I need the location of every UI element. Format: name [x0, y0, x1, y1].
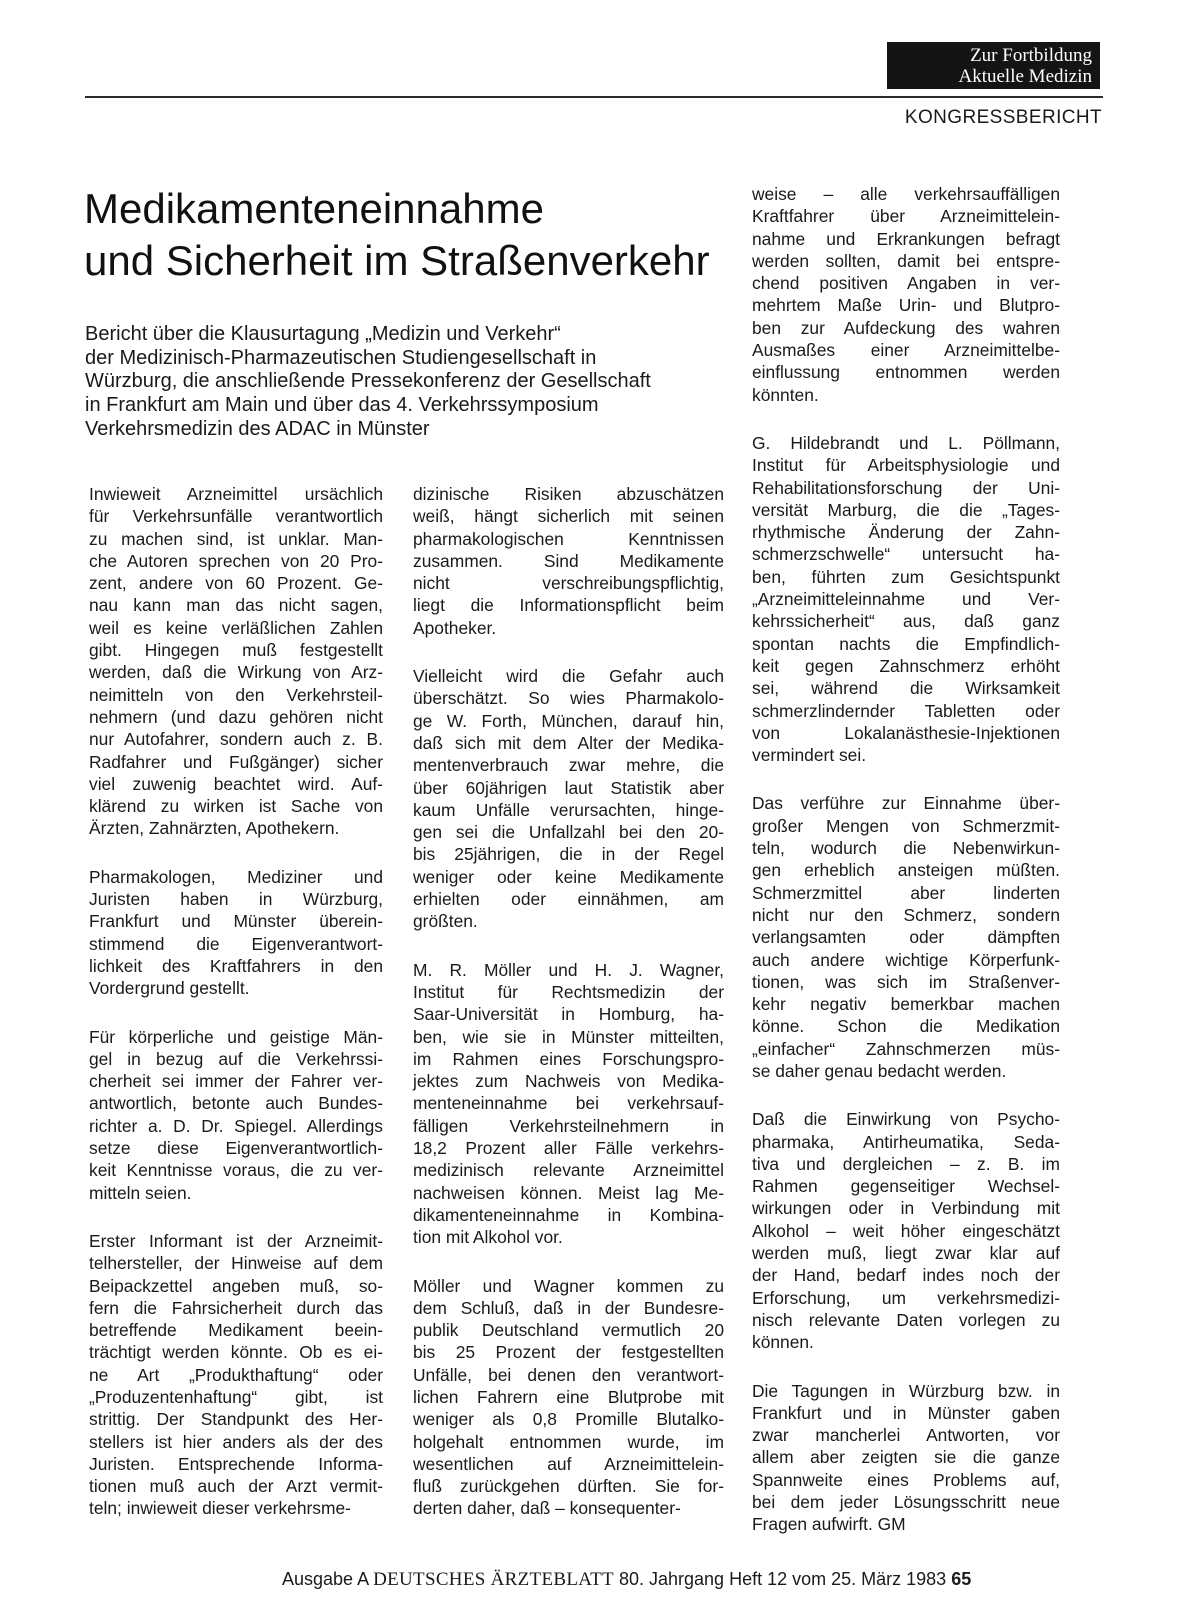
text-line: Ärzten, Zahnärzten, Apothekern.	[89, 818, 340, 839]
text-line: zent, andere von 60 Prozent. Ge-	[89, 573, 383, 594]
text-column-left	[89, 483, 383, 1546]
text-line: trächtigt werden könnte. Ob es ei-	[89, 1342, 383, 1363]
text-line: „einfacher“ Zahnschmerzen müs-	[752, 1038, 1060, 1059]
text-line: bei dem jeder Lösungsschritt neue	[752, 1492, 1060, 1513]
text-line: gel in bezug auf die Verkehrssi-	[89, 1048, 383, 1069]
text-line: Juristen haben in Würzburg,	[89, 889, 383, 910]
text-line: können.	[752, 1332, 814, 1353]
text-line: einflussung entnommen werden	[752, 362, 1060, 383]
text-line: pharmakologischen Kenntnissen	[413, 528, 724, 549]
article-paragraph	[89, 866, 383, 1000]
text-line: größten.	[413, 911, 478, 932]
text-line: mitteln seien.	[89, 1182, 192, 1203]
lede-line: Würzburg, die anschließende Pressekonferenz der Gesellschaft	[85, 370, 651, 393]
section-badge	[887, 42, 1100, 89]
text-line: Vordergrund gestellt.	[89, 978, 250, 999]
text-line: gibt. Hingegen muß festgestellt	[89, 640, 383, 661]
article-paragraph	[89, 1230, 383, 1520]
text-line: rhythmische Änderung der Zahn-	[752, 522, 1060, 543]
page-footer	[282, 1568, 971, 1591]
text-line: cherheit sei immer der Fahrer ver-	[89, 1071, 383, 1092]
article-paragraph	[752, 1380, 1060, 1536]
title-line: Medikamenteneinnahme	[84, 185, 544, 232]
text-line: viel zuwenig beachtet wird. Auf-	[89, 773, 383, 794]
text-line: Institut für Rechtsmedizin der	[413, 981, 724, 1002]
text-line: klärend zu wirken ist Sache von	[89, 796, 383, 817]
text-line: teln; inwieweit dieser verkehrsme-	[89, 1498, 351, 1519]
text-line: keit gegen Zahnschmerz erhöht	[752, 655, 1060, 676]
text-line: jektes zum Nachweis von Medika-	[413, 1071, 724, 1092]
text-line: fälligen Verkehrsteilnehmern in	[413, 1115, 724, 1136]
text-line: gen sei die Unfallzahl bei den 20-	[413, 822, 724, 843]
text-line: Pharmakologen, Mediziner und	[89, 866, 383, 887]
text-line: neimitteln von den Verkehrsteil-	[89, 684, 383, 705]
text-line: Möller und Wagner kommen zu	[413, 1275, 724, 1296]
article-paragraph	[413, 483, 724, 639]
lede-line: der Medizinisch-Pharmazeutischen Studiengesellschaft in	[85, 346, 597, 369]
text-line: tionen muß auch der Arzt vermit-	[89, 1476, 383, 1497]
article-paragraph	[413, 1275, 724, 1520]
text-line: ben, wie sie in Münster mitteilten,	[413, 1026, 724, 1047]
article-paragraph	[752, 1108, 1060, 1353]
text-line: Daß die Einwirkung von Psycho-	[752, 1109, 1060, 1130]
text-line: allem aber zeigten sie die ganze	[752, 1447, 1060, 1468]
text-line: weise – alle verkehrsauffälligen	[752, 184, 1060, 204]
text-line: ne Art „Produkthaftung“ oder	[89, 1364, 383, 1385]
text-line: Schmerzmittel aber linderten	[752, 882, 1060, 903]
text-line: che Autoren sprechen von 20 Pro-	[89, 550, 383, 571]
text-line: könnten.	[752, 384, 819, 405]
text-line: nicht verschreibungspflichtig,	[413, 573, 724, 594]
text-line: schmerzlindernder Tabletten oder	[752, 700, 1060, 721]
text-line: kehrssicherheit“ aus, daß ganz	[752, 611, 1060, 632]
text-line: spontan nachts die Empfindlich-	[752, 633, 1060, 654]
text-line: Institut für Arbeitsphysiologie und	[752, 455, 1060, 476]
text-line: weniger als 0,8 Promille Blutalko-	[413, 1409, 724, 1430]
text-line: kehr negativ bemerkbar machen	[752, 994, 1060, 1015]
text-line: tion mit Alkohol vor.	[413, 1227, 563, 1248]
text-line: lichkeit des Kraftfahrers in den	[89, 955, 383, 976]
text-line: antwortlich, betonte auch Bundes-	[89, 1093, 383, 1114]
text-line: „Produzentenhaftung“ gibt, ist	[89, 1386, 383, 1407]
text-line: Juristen. Entsprechende Informa-	[89, 1453, 383, 1474]
text-line: nehmern (und dazu gehören nicht	[89, 706, 383, 727]
text-line: Inwieweit Arzneimittel ursächlich	[89, 484, 383, 504]
text-line: fern die Fahrsicherheit durch das	[89, 1297, 383, 1318]
lede-line: Bericht über die Klausurtagung „Medizin und Verkehr“	[85, 323, 561, 345]
text-line: dem Schluß, daß in der Bundesre-	[413, 1297, 724, 1318]
text-line: strittig. Der Standpunkt des Her-	[89, 1409, 383, 1430]
text-line: nau kann man das nicht sagen,	[89, 595, 383, 616]
text-line: Kraftfahrer über Arzneimittelein-	[752, 206, 1060, 227]
footer-publication: DEUTSCHES ÄRZTEBLATT	[373, 1569, 614, 1590]
article-paragraph	[752, 432, 1060, 766]
text-line: dizinische Risiken abzuschätzen	[413, 484, 724, 504]
text-line: sei, während die Wirksamkeit	[752, 678, 1060, 699]
text-line: bis 25jährigen, die in der Regel	[413, 844, 724, 865]
lede-line: in Frankfurt am Main und über das 4. Verkehrssymposium	[85, 394, 599, 417]
lede-line: Verkehrsmedizin des ADAC in Münster	[85, 417, 430, 440]
header-rule	[85, 96, 1103, 98]
badge-line-2: Aktuelle Medizin	[958, 66, 1092, 87]
text-line: menteneinnahme bei verkehrsauf-	[413, 1093, 724, 1114]
text-line: Für körperliche und geistige Män-	[89, 1026, 383, 1047]
text-line: holgehalt entnommen wurde, im	[413, 1431, 724, 1452]
text-line: weiß, hängt sicherlich mit seinen	[413, 506, 724, 527]
text-line: großer Mengen von Schmerzmit-	[752, 815, 1060, 836]
text-line: telhersteller, der Hinweise auf dem	[89, 1253, 383, 1274]
text-line: wesentlichen auf Arzneimittelein-	[413, 1453, 724, 1474]
section-label: KONGRESSBERICHT	[904, 107, 1102, 128]
text-line: mentenverbrauch zwar mehre, die	[413, 755, 724, 776]
text-line: „Arzneimitteleinnahme und Ver-	[752, 589, 1060, 610]
text-line: weil es keine verläßlichen Zahlen	[89, 617, 383, 638]
text-line: von Lokalanästhesie-Injektionen	[752, 722, 1060, 743]
text-line: stimmend die Eigenverantwort-	[89, 933, 383, 954]
article-paragraph	[89, 483, 383, 840]
article-paragraph	[752, 792, 1060, 1082]
badge-line-1: Zur Fortbildung	[970, 45, 1092, 66]
text-line: Fragen aufwirft. GM	[752, 1514, 906, 1535]
text-line: nahme und Erkrankungen befragt	[752, 228, 1060, 249]
text-line: G. Hildebrandt und L. Pöllmann,	[752, 432, 1060, 453]
text-line: M. R. Möller und H. J. Wagner,	[413, 959, 724, 980]
text-line: nur Autofahrer, sondern auch z. B.	[89, 729, 383, 750]
text-line: ge W. Forth, München, darauf hin,	[413, 710, 724, 731]
text-line: liegt die Informationspflicht beim	[413, 595, 724, 616]
text-line: publik Deutschland vermutlich 20	[413, 1320, 724, 1341]
article-title	[84, 183, 710, 287]
text-line: dikamenteneinnahme in Kombina-	[413, 1204, 724, 1225]
text-line: vermindert sei.	[752, 745, 867, 766]
text-line: ben zur Aufdeckung des wahren	[752, 317, 1060, 338]
text-line: verlangsamten oder dämpften	[752, 927, 1060, 948]
text-line: der Hand, bedarf indes noch der	[752, 1265, 1060, 1286]
text-line: zwar mancherlei Antworten, vor	[752, 1425, 1060, 1446]
text-line: richter a. D. Dr. Spiegel. Allerdings	[89, 1115, 383, 1136]
text-line: Frankfurt und Münster überein-	[89, 911, 383, 932]
text-line: werden muß, liegt zwar klar auf	[752, 1243, 1060, 1264]
article-paragraph	[89, 1026, 383, 1204]
article-paragraph	[413, 665, 724, 933]
text-line: bis 25 Prozent der festgestellten	[413, 1342, 724, 1363]
text-line: keit Kenntnisse voraus, die zu ver-	[89, 1160, 383, 1181]
text-line: Radfahrer und Fußgänger) sicher	[89, 751, 383, 772]
text-line: tionen, was sich im Straßenver-	[752, 971, 1060, 992]
text-line: chend positiven Angaben in ver-	[752, 273, 1060, 294]
text-line: über 60jährigen laut Statistik aber	[413, 777, 724, 798]
title-line: und Sicherheit im Straßenverkehr	[84, 237, 710, 284]
text-line: stellers ist hier anders als der des	[89, 1431, 383, 1452]
text-line: zu machen sind, ist unklar. Man-	[89, 528, 383, 549]
text-line: überschätzt. So wies Pharmakolo-	[413, 688, 724, 709]
text-line: im Rahmen eines Forschungspro-	[413, 1048, 724, 1069]
text-line: derten daher, daß – konsequenter-	[413, 1498, 681, 1519]
page-number: 65	[951, 1569, 972, 1589]
text-line: nachweisen können. Meist lag Me-	[413, 1182, 724, 1203]
text-line: für Verkehrsunfälle verantwortlich	[89, 506, 383, 527]
text-line: Saar-Universität in Homburg, ha-	[413, 1004, 724, 1025]
text-line: Rehabilitationsforschung der Uni-	[752, 477, 1060, 498]
text-line: werden, daß die Wirkung von Arz-	[89, 662, 383, 683]
text-line: werden sollten, damit bei entspre-	[752, 250, 1060, 271]
text-line: erhielten oder einnähmen, am	[413, 889, 724, 910]
text-line: Rahmen gegenseitiger Wechsel-	[752, 1176, 1060, 1197]
text-line: medizinisch relevante Arzneimittel	[413, 1160, 724, 1181]
text-line: zusammen. Sind Medikamente	[413, 550, 724, 571]
text-column-middle	[413, 483, 724, 1546]
text-line: Ausmaßes einer Arzneimittelbe-	[752, 340, 1060, 361]
article-paragraph	[752, 183, 1060, 406]
text-line: Erster Informant ist der Arzneimit-	[89, 1230, 383, 1251]
article-lede	[85, 323, 725, 442]
text-line: auch andere wichtige Körperfunk-	[752, 949, 1060, 970]
text-line: könne. Schon die Medikation	[752, 1016, 1060, 1037]
text-line: nicht nur den Schmerz, sondern	[752, 904, 1060, 925]
text-line: fluß zurückgehen dürften. Sie for-	[413, 1476, 724, 1497]
footer-edition: Ausgabe A	[282, 1569, 369, 1589]
text-line: tiva und dergleichen – z. B. im	[752, 1153, 1060, 1174]
text-line: schmerzschwelle“ untersucht ha-	[752, 544, 1060, 565]
text-line: se daher genau bedacht werden.	[752, 1060, 1007, 1081]
text-line: betreffende Medikament beein-	[89, 1320, 383, 1341]
text-line: ben, führten zum Gesichtspunkt	[752, 566, 1060, 587]
text-line: Apotheker.	[413, 617, 497, 638]
text-line: Alkohol – weit höher eingeschätzt	[752, 1220, 1060, 1241]
text-line: daß sich mit dem Alter der Medika-	[413, 732, 724, 753]
text-line: Frankfurt und in Münster gaben	[752, 1402, 1060, 1423]
text-line: Erforschung, um verkehrsmedizi-	[752, 1287, 1060, 1308]
text-line: Spannweite eines Problems auf,	[752, 1469, 1060, 1490]
text-line: Vielleicht wird die Gefahr auch	[413, 666, 724, 687]
text-line: Beipackzettel angeben muß, so-	[89, 1275, 383, 1296]
text-line: Unfälle, bei denen den verantwort-	[413, 1364, 724, 1385]
text-line: pharmaka, Antirheumatika, Seda-	[752, 1131, 1060, 1152]
text-line: mehrtem Maße Urin- und Blutpro-	[752, 295, 1060, 316]
text-line: weniger oder keine Medikamente	[413, 866, 724, 887]
text-line: versität Marburg, die die „Tages-	[752, 499, 1060, 520]
text-line: Die Tagungen in Würzburg bzw. in	[752, 1380, 1060, 1401]
text-line: 18,2 Prozent aller Fälle verkehrs-	[413, 1138, 724, 1159]
footer-issue: 80. Jahrgang Heft 12 vom 25. März 1983	[618, 1569, 947, 1589]
text-line: gen erheblich ansteigen müßten.	[752, 860, 1060, 881]
text-column-right	[752, 183, 1060, 1562]
text-line: nisch relevante Daten vorlegen zu	[752, 1309, 1060, 1330]
text-line: kaum Unfälle verursachten, hinge-	[413, 799, 724, 820]
text-line: teln, wodurch die Nebenwirkun-	[752, 838, 1060, 859]
text-line: Das verführe zur Einnahme über-	[752, 793, 1060, 814]
article-paragraph	[413, 959, 724, 1249]
text-line: wirkungen oder in Verbindung mit	[752, 1198, 1060, 1219]
text-line: setze diese Eigenverantwortlich-	[89, 1138, 383, 1159]
text-line: lichen Fahrern eine Blutprobe mit	[413, 1386, 724, 1407]
